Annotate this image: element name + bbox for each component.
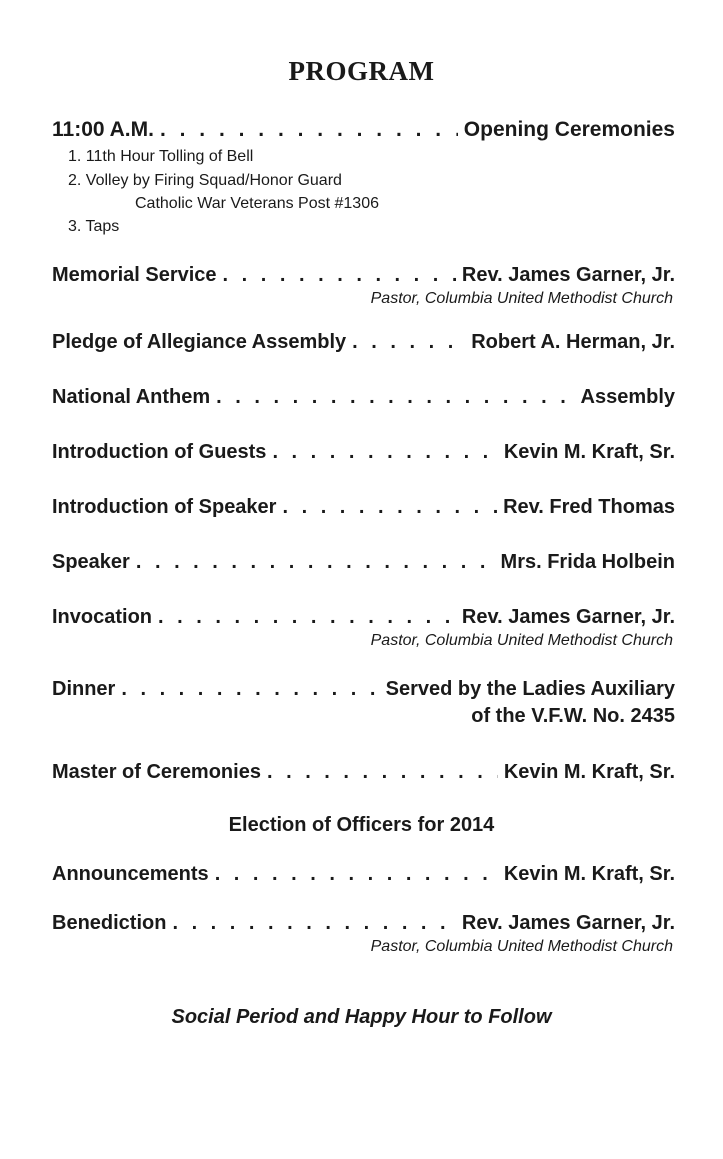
leader-dots: [136, 551, 495, 574]
opening-item: 2. Volley by Firing Squad/Honor Guard: [68, 172, 342, 189]
opening-item: 3. Taps: [68, 218, 120, 235]
program-person-line2: of the V.F.W. No. 2435: [471, 705, 675, 727]
program-person: Served by the Ladies Auxiliary: [385, 678, 675, 700]
program-item: Dinner: [52, 678, 116, 700]
program-row: [52, 863, 675, 886]
leader-dots: [158, 606, 456, 629]
program-item: Introduction of Guests: [52, 441, 267, 463]
leader-dots: [352, 331, 465, 354]
program-item: Introduction of Speaker: [52, 496, 277, 518]
program-row: [52, 678, 675, 701]
closing-line: Social Period and Happy Hour to Follow: [171, 1006, 552, 1028]
page-title: PROGRAM: [288, 56, 435, 86]
program-item: Memorial Service: [52, 264, 217, 286]
opening-item: 1. 11th Hour Tolling of Bell: [68, 148, 254, 165]
leader-dots: [121, 678, 379, 701]
leader-dots: [223, 264, 456, 287]
program-person: Rev. James Garner, Jr.: [461, 264, 675, 286]
opening-name: Opening Ceremonies: [463, 118, 675, 141]
program-note: Pastor, Columbia United Methodist Church: [370, 290, 673, 307]
program-person: Rev. Fred Thomas: [503, 496, 675, 518]
program-row: [52, 264, 675, 287]
program-person: Kevin M. Kraft, Sr.: [503, 761, 675, 783]
leader-dots: [216, 386, 574, 409]
leader-dots: [172, 912, 455, 935]
program-item: Pledge of Allegiance Assembly: [52, 331, 347, 353]
program-row: [52, 441, 675, 464]
program-note: Pastor, Columbia United Methodist Church: [370, 632, 673, 649]
program-person: Kevin M. Kraft, Sr.: [503, 863, 675, 885]
opening-time: 11:00 A.M.: [52, 118, 154, 141]
program-person: Assembly: [580, 386, 675, 408]
program-person: Rev. James Garner, Jr.: [461, 606, 675, 628]
program-item: Invocation: [52, 606, 153, 628]
leader-dots: [160, 118, 458, 142]
program-item: Master of Ceremonies: [52, 761, 261, 783]
leader-dots: [215, 863, 498, 886]
program-row: [52, 761, 675, 784]
program-item: Speaker: [52, 551, 130, 573]
program-person: Kevin M. Kraft, Sr.: [503, 441, 675, 463]
election-heading: Election of Officers for 2014: [228, 814, 495, 836]
opening-item: Catholic War Veterans Post #1306: [135, 195, 379, 212]
program-row: [52, 386, 675, 409]
program-row-opening: [52, 118, 675, 142]
program-row: [52, 496, 675, 519]
program-person: Mrs. Frida Holbein: [500, 551, 675, 573]
leader-dots: [272, 441, 497, 464]
program-row: [52, 331, 675, 354]
program-row: [52, 606, 675, 629]
leader-dots: [267, 761, 498, 784]
leader-dots: [282, 496, 497, 519]
program-row: [52, 551, 675, 574]
program-item: Benediction: [52, 912, 167, 934]
program-item: National Anthem: [52, 386, 211, 408]
program-person: Rev. James Garner, Jr.: [461, 912, 675, 934]
program-note: Pastor, Columbia United Methodist Church: [370, 938, 673, 955]
program-row: [52, 912, 675, 935]
program-person: Robert A. Herman, Jr.: [471, 331, 675, 353]
program-item: Announcements: [52, 863, 209, 885]
